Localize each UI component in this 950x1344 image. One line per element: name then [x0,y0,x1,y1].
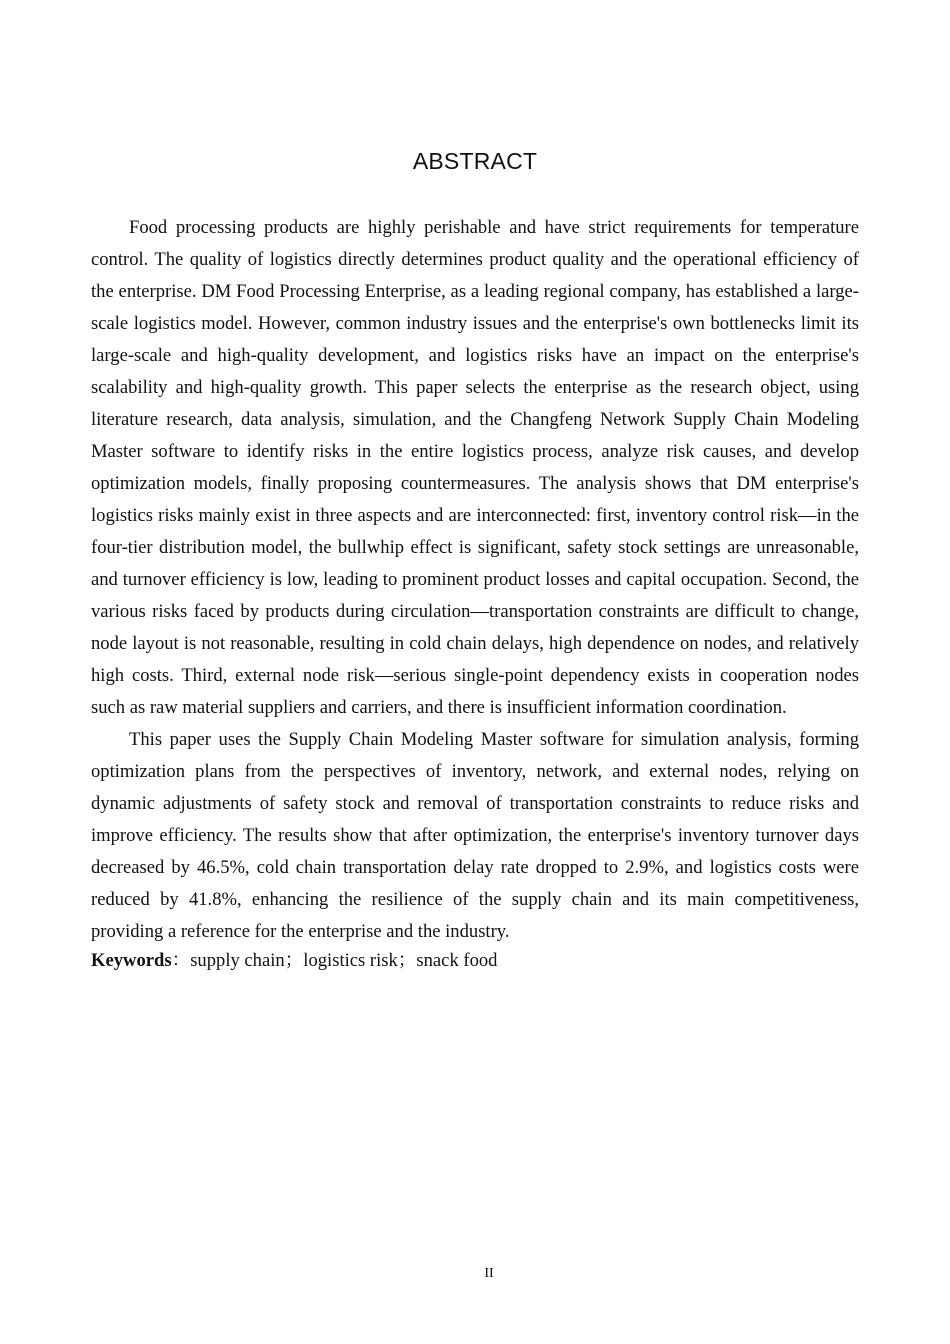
keywords-line [91,948,859,974]
abstract-paragraph-1: Food processing products are highly perishable and have strict requirements for temperature control. The quality of logistics directly determines product quality and the operational efficiency of the enterprise. DM Food Processing Enterprise, as a leading regional company, has established a large-scale logistics model. However, common industry issues and the enterprise's own bottlenecks limit its large-scale and high-quality development, and logistics risks have an impact on the enterprise's scalability and high-quality growth. This paper selects the enterprise as the research object, using literature research, data analysis, simulation, and the Changfeng Network Supply Chain Modeling Master software to identify risks in the entire logistics process, analyze risk causes, and develop optimization models, finally proposing countermeasures. The analysis shows that DM enterprise's logistics risks mainly exist in three aspects and are interconnected: first, inventory control risk—in the four-tier distribution model, the bullwhip effect is significant, safety stock settings are unreasonable, and turnover efficiency is low, leading to prominent product losses and capital occupation. Second, the various risks faced by products during circulation—transportation constraints are difficult to change, node layout is not reasonable, resulting in cold chain delays, high dependence on nodes, and relatively high costs. Third, external node risk—serious single-point dependency exists in cooperation nodes such as raw material suppliers and carriers, and there is insufficient information coordination. [91,217,859,718]
abstract-title: ABSTRACT [412,148,538,174]
page-number: II [484,1266,494,1281]
abstract-paragraph-2: This paper uses the Supply Chain Modeling Master software for simulation analysis, forming optimization plans from the perspectives of inventory, network, and external nodes, relying on dynamic adjustments of safety stock and removal of transportation constraints to reduce risks and improve efficiency. The results show that after optimization, the enterprise's inventory turnover days decreased by 46.5%, cold chain transportation delay rate dropped to 2.9%, and logistics costs were reduced by 41.8%, enhancing the resilience of the supply chain and its main competitiveness, providing a reference for the enterprise and the industry. [91,729,859,942]
keywords-label: Keywords [91,950,172,971]
abstract-body [91,212,859,974]
keywords-list: supply chain；logistics risk；snack food [190,950,498,971]
keywords-separator: ： [171,950,191,971]
